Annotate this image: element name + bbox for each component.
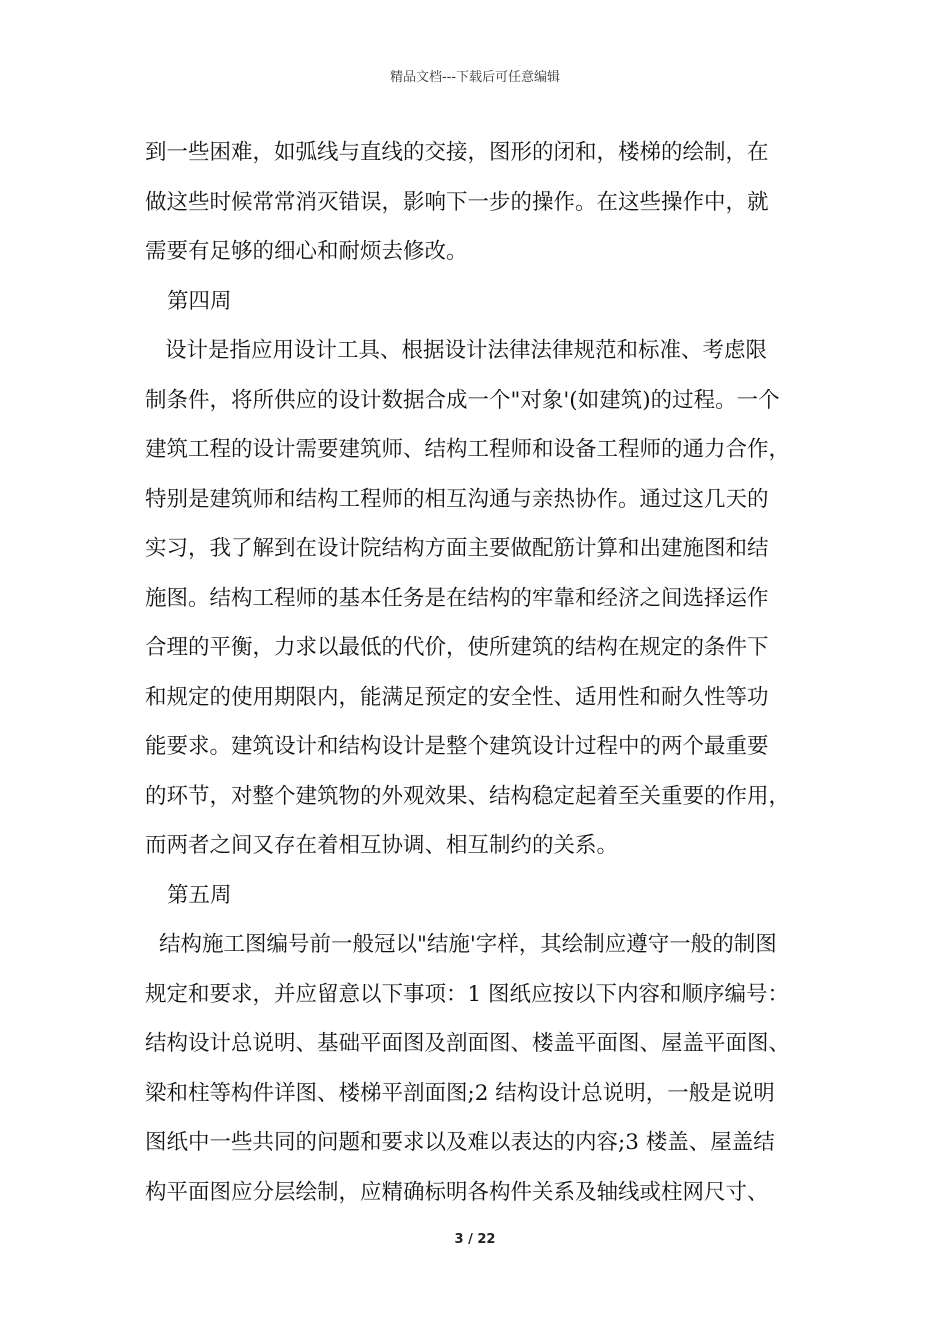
body-text — [145, 128, 825, 1217]
page-header: 精品文档---下载后可任意编辑 — [389, 70, 561, 85]
text-line: 需要有足够的细心和耐烦去修改。 — [145, 239, 468, 264]
text-line: 设计是指应用设计工具、根据设计法律法律规范和标准、考虑限 — [165, 338, 768, 363]
section-heading-week5: 第五周 — [167, 882, 232, 908]
text-line: 能要求。建筑设计和结构设计是整个建筑设计过程中的两个最重要 — [145, 734, 769, 759]
text-line: 合理的平衡，力求以最低的代价，使所建筑的结构在规定的条件下 — [145, 635, 769, 660]
text-line: 和规定的使用期限内，能满足预定的安全性、适用性和耐久性等功 — [145, 684, 769, 710]
page-number: 3 / 22 — [454, 1232, 496, 1247]
text-line: 的环节，对整个建筑物的外观效果、结构稳定起着至关重要的作用， — [145, 783, 791, 809]
text-line: 建筑工程的设计需要建筑师、结构工程师和设备工程师的通力合作， — [145, 437, 791, 462]
text-line: 实习，我了解到在设计院结构方面主要做配筋计算和出建施图和结 — [145, 536, 769, 561]
text-line: 构平面图应分层绘制，应精确标明各构件关系及轴线或柱网尺寸、 — [145, 1179, 769, 1205]
text-line: 施图。结构工程师的基本任务是在结构的牢靠和经济之间选择运作 — [145, 585, 769, 611]
text-line: 到一些困难，如弧线与直线的交接，图形的闭和，楼梯的绘制，在 — [145, 140, 769, 165]
text-line: 结构设计总说明、基础平面图及剖面图、楼盖平面图、屋盖平面图、 — [145, 1031, 791, 1056]
text-line: 特别是建筑师和结构工程师的相互沟通与亲热协作。通过这几天的 — [145, 486, 769, 512]
text-line: 梁和柱等构件详图、楼梯平剖面图;2 结构设计总说明，一般是说明 — [145, 1080, 775, 1106]
text-line: 制条件，将所供应的设计数据合成一个"对象'(如建筑)的过程。一个 — [145, 387, 780, 413]
text-line: 图纸中一些共同的问题和要求以及难以表达的内容;3 楼盖、屋盖结 — [145, 1130, 775, 1155]
text-line: 而两者之间又存在着相互协调、相互制约的关系。 — [145, 833, 619, 858]
section-heading-week4: 第四周 — [167, 288, 232, 314]
text-line: 结构施工图编号前一般冠以"结施'字样，其绘制应遵守一般的制图 — [159, 932, 777, 957]
text-line: 做这些时候常常消灭错误，影响下一步的操作。在这些操作中，就 — [145, 189, 769, 215]
text-line: 规定和要求，并应留意以下事项：1 图纸应按以下内容和顺序编号： — [145, 981, 790, 1007]
